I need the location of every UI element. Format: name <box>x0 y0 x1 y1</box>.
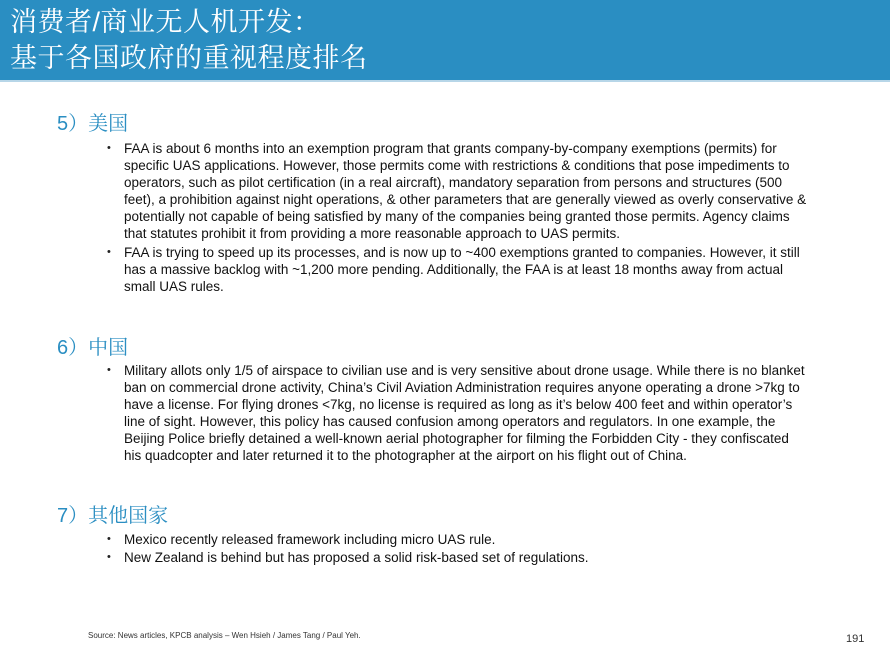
bullet-text: FAA is about 6 months into an exemption program that grants company-by-company exemptions (permits) for specific UAS applications. However, those permits come with restrictions & conditions that pose impediments to operators, such as pilot certification (in a real aircraft), mandatory separation from persons and structures (500 feet), a prohibition against night operations, & other parameters that are generally viewed as overly conservative & potentially not capable of being satisfied by many of the companies being granted those permits. Agency claims that statutes prohibit it from providing a more reasonable approach to UAS permits. <box>124 141 807 242</box>
slide-header <box>0 0 890 80</box>
bullet-text: Military allots only 1/5 of airspace to civilian use and is very sensitive about drone usage. While there is no blanket ban on commercial drone activity, China’s Civil Aviation Administration requires anyone operating a drone >7kg to have a license. For flying drones <7kg, no license is required as long as it’s below 400 feet and within operator’s line of sight. However, this policy has caused confusion among operators and regulators. In one example, the Beijing Police briefly detained a well-known aerial photographer for filming the Forbidden City - they confiscated his quadcopter and later returned it to the photographer at the airport on his flight out of China. <box>124 363 805 464</box>
list-item <box>107 140 807 243</box>
slide-title-line-1: 消费者/商业无人机开发： <box>10 7 321 37</box>
bullet-icon: • <box>107 245 111 258</box>
bullet-icon: • <box>107 142 111 154</box>
list-item <box>107 531 807 548</box>
slide-title-line-2: 基于各国政府的重视程度排名 <box>10 43 368 73</box>
list-item <box>107 362 807 465</box>
header-divider <box>0 80 890 82</box>
section-title-china: 6）中国 <box>57 337 129 359</box>
bullet-text: FAA is trying to speed up its processes, and is now up to ~400 exemptions granted to companies. However, it still has a massive backlog with ~1,200 more pending. Additionally, the FAA is at least 18 months away from actual small UAS rules. <box>124 244 800 294</box>
section-bullets-china <box>107 362 807 466</box>
bullet-text: Mexico recently released framework including micro UAS rule. <box>124 532 496 547</box>
section-bullets-usa <box>107 140 807 296</box>
section-title-usa: 5）美国 <box>57 113 129 135</box>
bullet-icon: • <box>107 533 111 545</box>
section-bullets-other-countries <box>107 531 807 567</box>
bullet-text: New Zealand is behind but has proposed a solid risk-based set of regulations. <box>124 550 589 566</box>
list-item <box>107 549 807 566</box>
bullet-icon: • <box>107 364 111 376</box>
page-number: 191 <box>846 633 865 645</box>
list-item <box>107 244 807 295</box>
bullet-icon: • <box>107 551 111 564</box>
source-note: Source: News articles, KPCB analysis – Wen Hsieh / James Tang / Paul Yeh. <box>88 631 361 640</box>
section-title-other-countries: 7）其他国家 <box>57 505 169 527</box>
